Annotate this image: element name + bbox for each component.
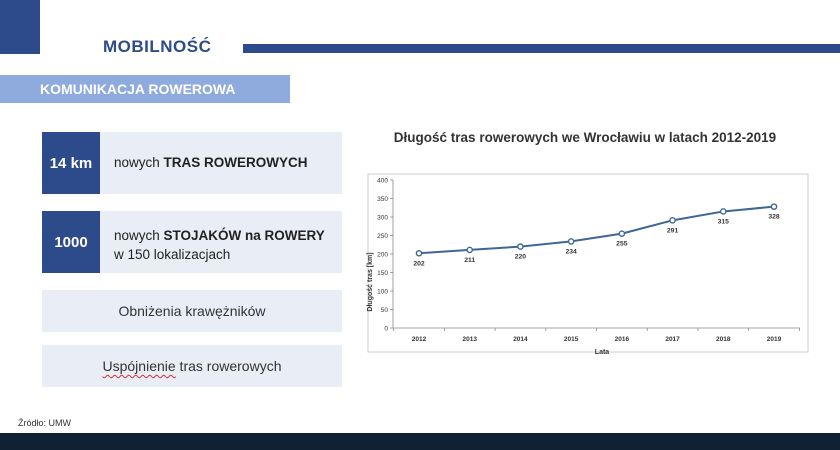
stat-number-routes: 14 km <box>42 132 100 194</box>
chart-data-label: 202 <box>413 260 425 268</box>
section-banner: KOMUNIKACJA ROWEROWA <box>0 75 290 103</box>
chart-ylabel: Długość tras [km] <box>367 252 374 312</box>
stat-prefix: nowych <box>114 228 164 243</box>
chart-x-tick-label: 2018 <box>716 336 731 343</box>
chart-point <box>670 218 675 223</box>
box-unify-rest: tras rowerowych <box>175 358 282 374</box>
stat-text-routes <box>114 155 308 170</box>
chart-y-tick-label: 200 <box>377 251 388 259</box>
chart-y-tick-label: 250 <box>377 233 388 240</box>
chart-y-tick-label: 100 <box>377 288 388 296</box>
stat-prefix: nowych <box>114 155 164 170</box>
chart-data-label: 220 <box>514 253 527 261</box>
box-unify <box>42 345 342 387</box>
box-unify-word: Uspójnienie <box>102 358 176 374</box>
chart-y-tick-label: 150 <box>377 270 388 277</box>
stat-bold: TRAS ROWEROWYCH <box>163 155 308 170</box>
box-curbs <box>42 290 342 332</box>
stat-text-racks <box>114 226 325 264</box>
chart-x-tick-label: 2019 <box>766 336 782 343</box>
chart-data-label: 255 <box>616 240 628 248</box>
footer-bar <box>0 433 840 450</box>
chart-plot-border <box>368 174 808 352</box>
chart-svg <box>360 122 810 362</box>
chart-point <box>416 251 421 256</box>
chart-x-tick-label: 2012 <box>411 336 427 343</box>
chart-x-tick-label: 2017 <box>665 336 680 343</box>
chart-y-tick-label: 300 <box>377 214 388 222</box>
chart-point <box>771 204 776 209</box>
chart-x-tick-label: 2016 <box>614 336 630 343</box>
chart-title: Długość tras rowerowych we Wrocławiu w latach 2012-2019 <box>393 130 777 145</box>
page-title: MOBILNOŚĆ <box>103 37 212 56</box>
chart-x-tick-label: 2013 <box>462 336 477 343</box>
chart-x-tick-label: 2015 <box>563 336 579 343</box>
chart-point <box>569 239 574 244</box>
chart-y-tick-label: 0 <box>384 325 388 333</box>
chart-point <box>518 244 523 249</box>
stat-box-racks <box>42 211 342 273</box>
chart-y-tick-label: 50 <box>380 307 388 314</box>
chart-data-label: 315 <box>717 218 729 226</box>
chart-data-label: 291 <box>666 227 679 235</box>
chart-series-line <box>419 207 774 254</box>
chart-y-tick-label: 400 <box>377 177 388 185</box>
stat-bold: STOJAKÓW na ROWERY <box>163 228 325 243</box>
chart <box>360 122 810 362</box>
chart-point <box>721 209 726 214</box>
chart-xlabel: Lata <box>594 349 610 356</box>
chart-data-label: 211 <box>464 256 476 264</box>
chart-data-label: 234 <box>565 248 577 256</box>
chart-y-tick-label: 350 <box>377 196 388 203</box>
stat-line2: w 150 lokalizacjach <box>114 247 231 262</box>
stat-box-routes <box>42 132 342 194</box>
chart-x-tick-label: 2014 <box>513 336 528 343</box>
chart-data-label: 328 <box>768 213 780 221</box>
chart-point <box>619 231 624 236</box>
box-curbs-label: Obniżenia krawężników <box>118 303 266 319</box>
chart-point <box>467 247 472 252</box>
corner-block <box>0 0 40 54</box>
stat-number-racks: 1000 <box>42 211 100 273</box>
source-note: Źródło: UMW <box>18 418 72 428</box>
title-rule <box>243 44 840 53</box>
